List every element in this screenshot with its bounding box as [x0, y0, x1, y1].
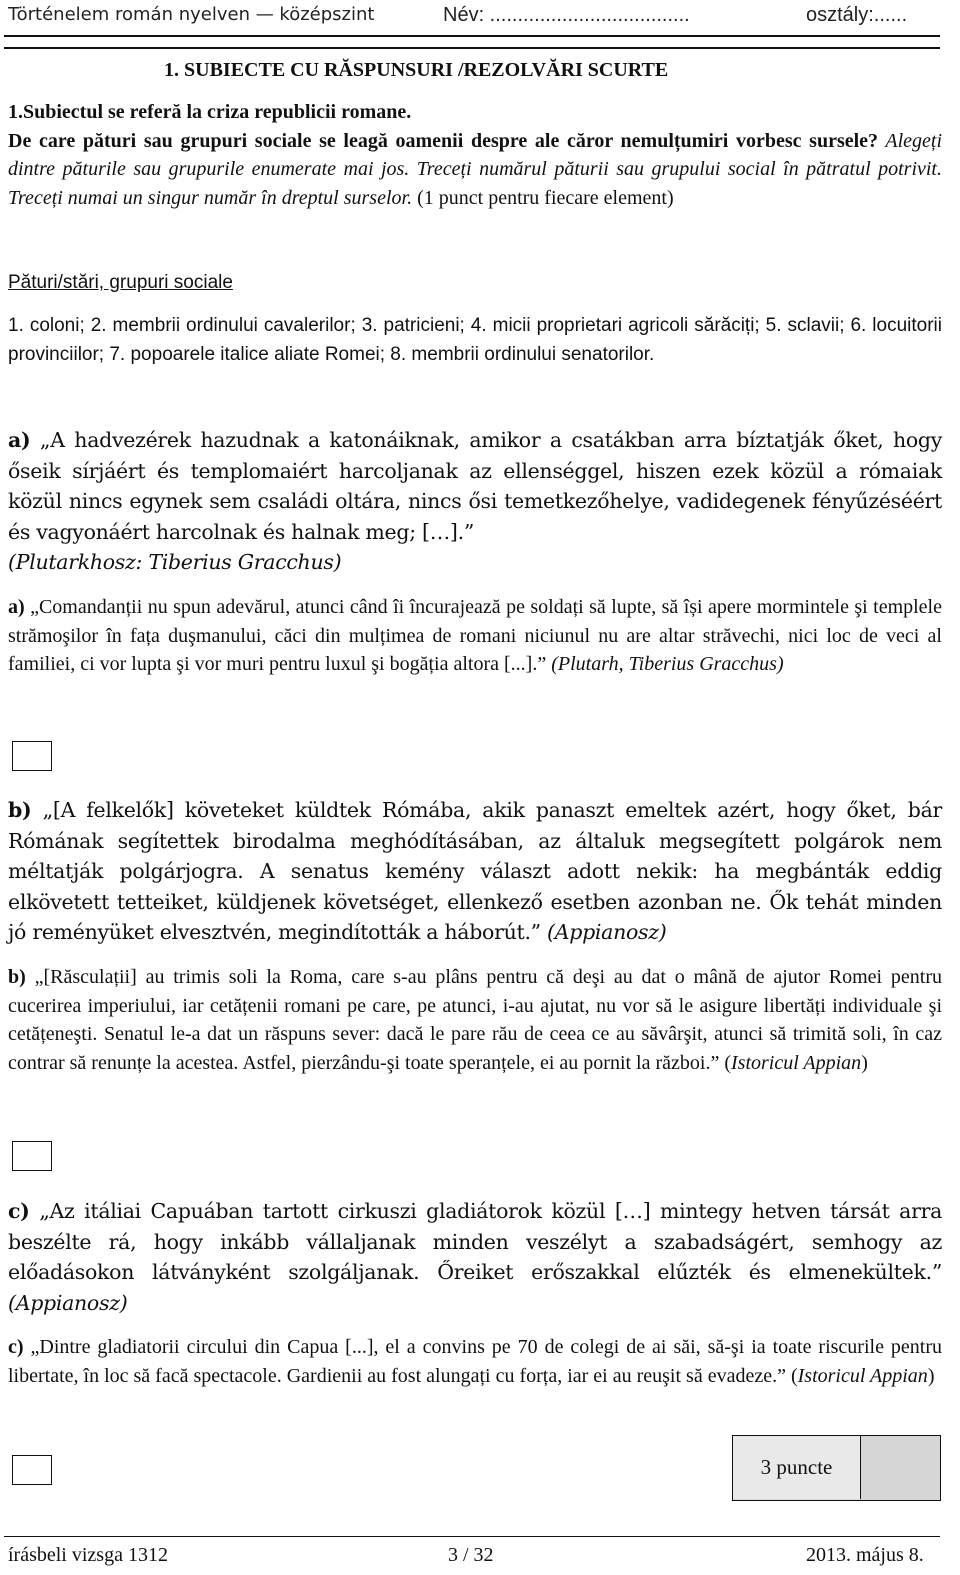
source-c-ro-text: „Dintre gladiatorii circului din Capua [...], el a convins pe 70 de colegi de ai săi, să-şi ia toate riscurile pentru libertate, în loc să facă spectacole. Gardienii au fost alungați cu forța, iar ei au reuşit să evadeze.” ( — [8, 1336, 942, 1387]
source-c-ro-close: ) — [927, 1364, 935, 1387]
source-b-ro-label: b) — [8, 966, 26, 988]
source-a-hu-text: „A hadvezérek hazudnak a katonáiknak, amikor a csatákban arra bíztatják őket, hogy őseik sírjáért és templomaiért harcoljanak az ellenséggel, hiszen ezek közül a rómaiak közül nincs egynek sem családi oltára, nincs ősi temetkezőhelye, vadidegenek fényűzéséért és vagyonáért harcolnak és halnak meg; […].” — [8, 428, 942, 544]
source-c-ro-label: c) — [8, 1336, 24, 1358]
answer-box-a[interactable] — [12, 741, 52, 771]
source-c-hu-text: „Az itáliai Capuában tartott cirkuszi gladiátorok közül […] mintegy hetven társát arra beszélte rá, hogy inkább vállaljanak minden veszélyt a szabadságért, semhogy az előadásokon látványként szolgáljanak. Őreiket erőszakkal elűzték és elmenekültek.” — [8, 1199, 942, 1284]
source-a-ro-label: a) — [8, 596, 25, 618]
question-bold: De care pături sau grupuri sociale se leagă oamenii despre ale căror nemulțumiri vorbesc sursele? — [8, 129, 879, 152]
source-a-ro — [8, 593, 942, 679]
score-box — [732, 1435, 941, 1501]
groups-heading — [8, 269, 942, 298]
groups-list: 1. coloni; 2. membrii ordinului cavalerilor; 3. patricieni; 4. micii proprietari agricoli sărăciți; 5. sclavii; 6. locuitorii provinciilor; 7. popoarele italice aliate Romei; 8. membrii ordinului senatorilor. — [8, 315, 942, 365]
header-name-field: Név: .................................... — [443, 4, 690, 26]
source-c-hu-citation: (Appianosz) — [8, 1290, 128, 1315]
source-b-hu-text: „[A felkelők] követeket küldtek Rómába, akik panaszt emeltek azért, hogy őket, bár Rómának segítettek birodalma meghódításában, az általuk megsegített polgárok nem méltatják polgárjogra. A senatus kemény választ adott nekik: ha megbánták eddig elkövetett tetteiket, küldjenek követséget, ellenkező esetben azonban ne. Ők tehát minden jó reményüket elvesztvén, megindították a háborút.” — [8, 798, 942, 944]
question-intro: 1.Subiectul se referă la criza republicii romane. — [8, 101, 412, 123]
groups-heading-text: Pături/stări, grupuri sociale — [8, 272, 233, 293]
score-label: 3 puncte — [733, 1436, 861, 1499]
header-title: Történelem román nyelven — középszint — [8, 4, 375, 25]
footer-page-number: 3 / 32 — [448, 1544, 494, 1566]
source-a-hu — [8, 425, 942, 578]
section-divider — [4, 47, 940, 49]
source-c-hu — [8, 1196, 942, 1318]
header-divider — [4, 35, 940, 37]
source-b-hu-citation: (Appianosz) — [540, 920, 667, 944]
question-points-note: (1 punct pentru fiecare element) — [412, 186, 674, 209]
source-a-ro-text: „Comandanții nu spun adevărul, atunci când îi încurajează pe soldați să lupte, să își apere mormintele şi templele strămoşilor în fața duşmanului, căci din mulțimea de romani niciunul nu are altar străvechi, nici loc de veci al familiei, ci vor lupta şi vor muri pentru luxul şi bogăția altora [...].” — [8, 596, 942, 675]
source-c-hu-label: c) — [8, 1199, 30, 1223]
question-instructions: Alegeți dintre păturile sau grupurile enumerate mai jos. Treceți numărul păturii sau grupului social în pătratul potrivit. Treceți numai un singur număr în dreptul surselor. — [8, 129, 942, 209]
source-b-ro-citation: Istoricul Appian — [731, 1051, 862, 1074]
section-title: 1. SUBIECTE CU RĂSPUNSURI /REZOLVĂRI SCURTE — [164, 59, 669, 81]
footer-date: 2013. május 8. — [806, 1544, 924, 1566]
source-b-ro-close: ) — [861, 1051, 868, 1074]
source-c-ro — [8, 1333, 942, 1390]
header-class-field: osztály:...... — [806, 4, 908, 26]
source-b-ro-text: „[Răsculații] au trimis soli la Roma, care s-au plâns pentru că deşi au dat o mână de ajutor Romei pentru cucerirea imperiului, iar cetățenii romani pe care, pe atunci, i-au ajutat, nu vor să le asigure libertăți individuale şi cetățeneşti. Senatul le-a dat un răspuns sever: dacă le pare rău de ceea ce au săvârşit, atunci să trimită soli, în caz contrar să renunțe la acestea. Astfel, pierzându-şi toate speranțele, ei au pornit la război.” ( — [8, 966, 942, 1074]
answer-box-b[interactable] — [12, 1141, 52, 1171]
source-c-ro-citation: Istoricul Appian — [797, 1364, 928, 1387]
source-a-hu-label: a) — [8, 428, 31, 452]
source-b-hu-label: b) — [8, 798, 32, 822]
page-header — [0, 0, 960, 36]
source-a-hu-citation: (Plutarkhosz: Tiberius Gracchus) — [8, 550, 342, 574]
footer-divider — [4, 1536, 940, 1537]
footer-exam-id: írásbeli vizsga 1312 — [8, 1544, 168, 1566]
source-b-ro — [8, 963, 942, 1077]
source-b-hu — [8, 795, 942, 948]
answer-box-c[interactable] — [12, 1455, 52, 1485]
source-a-ro-citation: (Plutarh, Tiberius Gracchus) — [546, 653, 784, 675]
question-text — [8, 98, 942, 212]
